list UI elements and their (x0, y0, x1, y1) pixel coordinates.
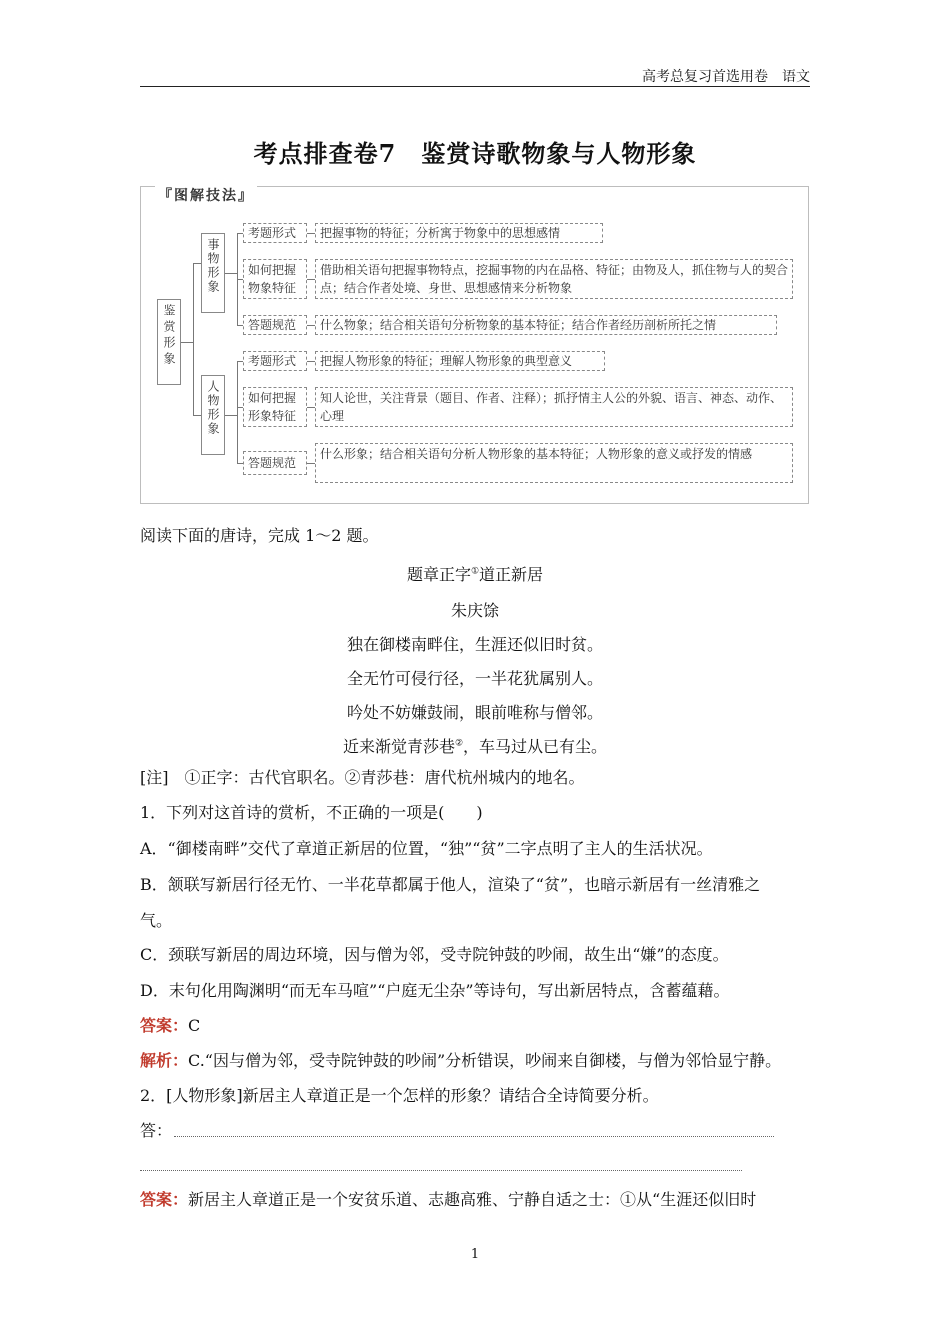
row-label: 考题形式 (248, 226, 297, 240)
intro-text: 阅读下面的唐诗，完成 1～2 题。 (140, 526, 379, 545)
q1-option-a: A．“御楼南畔”交代了章道正新居的位置，“独”“贫”二字点明了主人的生活状况。 (140, 839, 713, 858)
row-label: 考题形式 (248, 354, 297, 368)
row-text: 知人论世，关注背景（题目、作者、注释）；抓抒情主人公的外貌、语言、神态、动作、心理 (320, 391, 783, 423)
row-label: 如何把握物象特征 (248, 263, 297, 295)
diagram-root-label: 鉴赏形象 (162, 304, 176, 368)
poem-line: 全无竹可侵行径，一半花犹属别人。 (346, 669, 603, 688)
row-text: 什么形象；结合相关语句分析人物形象的基本特征；人物形象的意义或抒发的情感 (320, 447, 753, 461)
branch-person-label: 人物形象 (206, 380, 220, 436)
method-diagram (140, 186, 809, 504)
row-label: 答题规范 (248, 318, 297, 332)
row-text: 什么物象；结合相关语句分析物象的基本特征；结合作者经历剖析所托之情 (320, 318, 717, 332)
row-label: 如何把握形象特征 (248, 391, 297, 423)
page-number: 1 (470, 1247, 480, 1262)
branch-person (201, 375, 225, 455)
answer-label: 答案： (140, 1190, 189, 1209)
branch-object-label: 事物形象 (206, 238, 220, 294)
row-text: 借助相关语句把握事物特点，挖掘事物的内在品格、特征；由物及人，抓住物与人的契合点；结合作者处境、身世、思想感情来分析物象 (320, 263, 789, 295)
poem-title-tail: 道正新居 (479, 565, 544, 584)
row-box (315, 443, 793, 483)
q1-option-d: D．末句化用陶渊明“而无车马喧”“户庭无尘杂”等诗句，写出新居特点，含蓄蕴藉。 (140, 981, 730, 1000)
q1-option-b-cont: 气。 (140, 911, 173, 930)
page-title: 考点排查卷7 鉴赏诗歌物象与人物形象 (253, 139, 697, 168)
analysis-label: 解析： (140, 1051, 189, 1070)
analysis-text: C.“因与僧为邻，受寺院钟鼓的吵闹”分析错误，吵闹来自御楼，与僧为邻恰显宁静。 (188, 1051, 782, 1070)
poem-line-a: 近来渐觉青莎巷 (342, 737, 455, 756)
poem-title-sup: ① (470, 566, 480, 577)
poem-line-b: ，车马过从已有尘。 (463, 737, 608, 756)
poem-line-sup: ② (454, 738, 464, 749)
q1-option-c: C．颈联写新居的周边环境，因与僧为邻，受寺院钟鼓的吵闹，故生出“嫌”的态度。 (140, 945, 729, 964)
answer-text: 新居主人章道正是一个安贫乐道、志趣高雅、宁静自适之士：①从“生涯还似旧时 (188, 1190, 757, 1209)
answer-value: C (188, 1016, 201, 1035)
q1-stem: 1．下列对这首诗的赏析，不正确的一项是( ) (140, 803, 483, 822)
header-text: 高考总复习首选用卷 语文 (642, 69, 810, 85)
branch-object (201, 233, 225, 313)
q2-answer-prompt: 答： (140, 1121, 173, 1140)
answer-line[interactable] (174, 1136, 774, 1137)
q2-stem: 2．[人物形象]新居主人章道正是一个怎样的形象？请结合全诗简要分析。 (140, 1086, 659, 1105)
poem-title (0, 562, 950, 585)
row-box (315, 223, 603, 243)
poem-line: 独在御楼南畔住，生涯还似旧时贫。 (346, 635, 603, 654)
q1-analysis (140, 1051, 781, 1071)
answer-label: 答案： (140, 1016, 189, 1035)
header-rule (140, 86, 810, 87)
label-box (243, 351, 307, 371)
poem-note: [注] ①正字：古代官职名。②青莎巷：唐代杭州城内的地名。 (140, 768, 585, 787)
poem-line: 吟处不妨嫌鼓闹，眼前唯称与僧邻。 (346, 703, 603, 722)
label-box (243, 223, 307, 243)
row-box (315, 259, 793, 299)
q2-answer (140, 1190, 756, 1210)
label-box (243, 451, 307, 475)
label-box (243, 315, 307, 335)
poem-author: 朱庆馀 (450, 601, 499, 620)
row-label: 答题规范 (248, 456, 297, 470)
row-box (315, 351, 605, 371)
diagram-tag: 『图解技法』 (155, 185, 257, 205)
label-box (243, 387, 307, 427)
poem-title-main: 题章正字 (406, 565, 471, 584)
row-box (315, 315, 777, 335)
row-text: 把握事物的特征；分析寓于物象中的思想感情 (320, 226, 561, 240)
label-box (243, 259, 307, 299)
row-box (315, 387, 793, 427)
q1-option-b: B．颔联写新居行径无竹、一半花草都属于他人，渲染了“贫”，也暗示新居有一丝清雅之 (140, 875, 761, 894)
q1-answer (140, 1016, 200, 1036)
answer-line[interactable] (140, 1170, 742, 1171)
diagram-root (157, 299, 181, 385)
row-text: 把握人物形象的特征；理解人物形象的典型意义 (320, 354, 573, 368)
poem-line (0, 734, 950, 757)
